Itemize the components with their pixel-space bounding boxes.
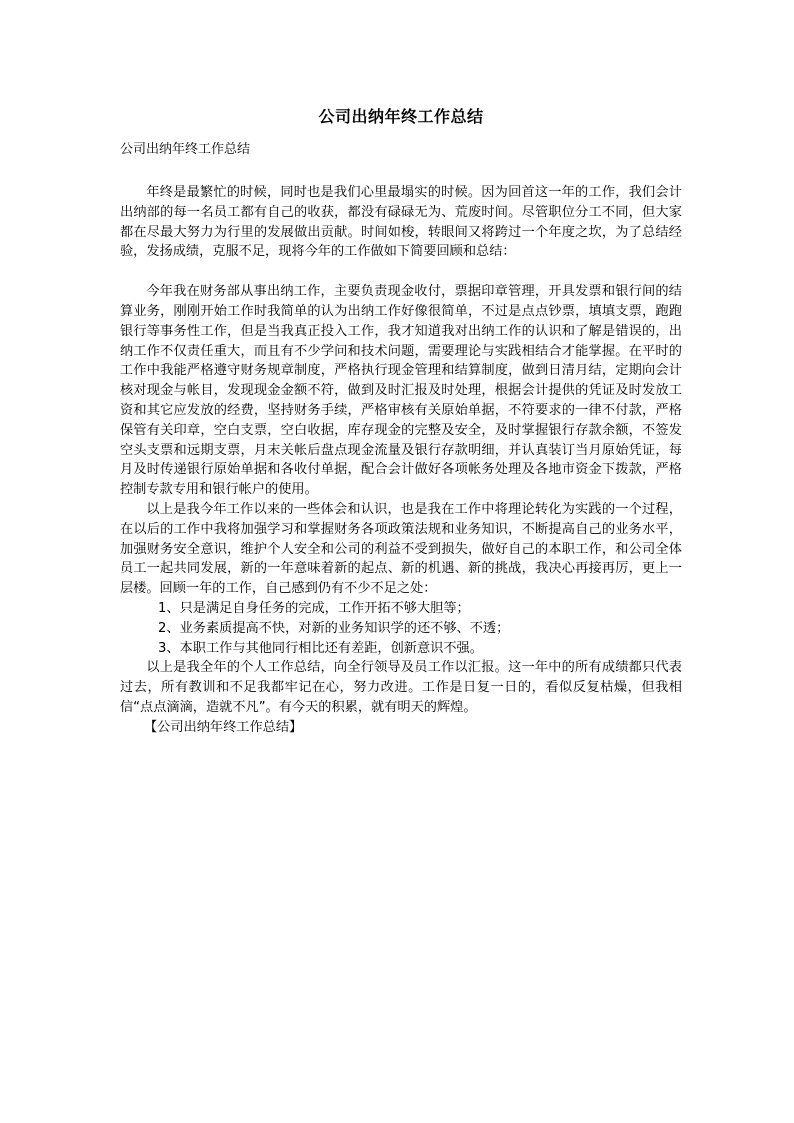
intro-paragraph: 年终是最繁忙的时候，同时也是我们心里最塌实的时候。因为回首这一年的工作，我们会计出纳部的每一名员工都有自己的收获，都没有碌碌无为、荒废时间。尽管职位分工不同，但大家都在尽最大努力为行里的发展做出贡献。时间如梭，转眼间又将跨过一个年度之坎，为了总结经验，发扬成绩，克服不足，现将今年的工作做如下简要回顾和总结： — [120, 185, 682, 260]
closing-paragraph: 以上是我全年的个人工作总结，向全行领导及员工作以汇报。这一年中的所有成绩都只代表过去，所有教训和不足我都牢记在心，努力改进。工作是日复一日的，看似反复枯燥，但我相信“点点滴滴，造就不凡”。有今天的积累，就有明天的辉煌。 — [120, 660, 682, 715]
work-detail-paragraph: 今年我在财务部从事出纳工作，主要负责现金收付，票据印章管理，开具发票和银行间的结算业务，刚刚开始工作时我简单的认为出纳工作好像很简单，不过是点点钞票，填填支票，跑跑银行等事务性工作，但是当我真正投入工作，我才知道我对出纳工作的认识和了解是错误的，出纳工作不仅责任重大，而且有不少学问和技术问题，需要理论与实践相结合才能掌握。在平时的工作中我能严格遵守财务规章制度，严格执行现金管理和结算制度，做到日清月结，定期向会计核对现金与帐目，发现现金金额不符，做到及时汇报及时处理，根据会计提供的凭证及时发放工资和其它应发放的经费，坚持财务手续，严格审核有关原始单据，不符要求的一律不付款，严格保管有关印章，空白支票，空白收据，库存现金的完整及安全，及时掌握银行存款余额，不签发空头支票和远期支票，月末关帐后盘点现金流量及银行存款明细，并认真装订当月原始凭证，每月及时传递银行原始单据和各收付单据，配合会计做好各项帐务处理及各地市资金下拨款，严格控制专款专用和银行帐户的使用。 — [120, 284, 682, 498]
shortcoming-item: 1、只是满足自身任务的完成，工作开拓不够大胆等； — [158, 600, 470, 616]
document-footer-tag: 【公司出纳年终工作总结】 — [144, 719, 303, 735]
shortcoming-item: 3、本职工作与其他同行相比还有差距，创新意识不强。 — [158, 640, 483, 656]
reflection-paragraph: 以上是我今年工作以来的一些体会和认识，也是我在工作中将理论转化为实践的一个过程，在以后的工作中我将加强学习和掌握财务各项政策法规和业务知识，不断提高自己的业务水平，加强财务安全意识，维护个人安全和公司的利益不受到损失，做好自己的本职工作，和公司全体员工一起共同发展，新的一年意味着新的起点、新的机遇、新的挑战，我决心再接再厉，更上一层楼。回顾一年的工作，自己感到仍有不少不足之处： — [120, 501, 682, 597]
shortcoming-item: 2、业务素质提高不快，对新的业务知识学的还不够、不透； — [158, 620, 510, 636]
document-body — [120, 106, 682, 738]
document-title: 公司出纳年终工作总结 — [318, 107, 484, 126]
document-subtitle: 公司出纳年终工作总结 — [120, 142, 251, 157]
